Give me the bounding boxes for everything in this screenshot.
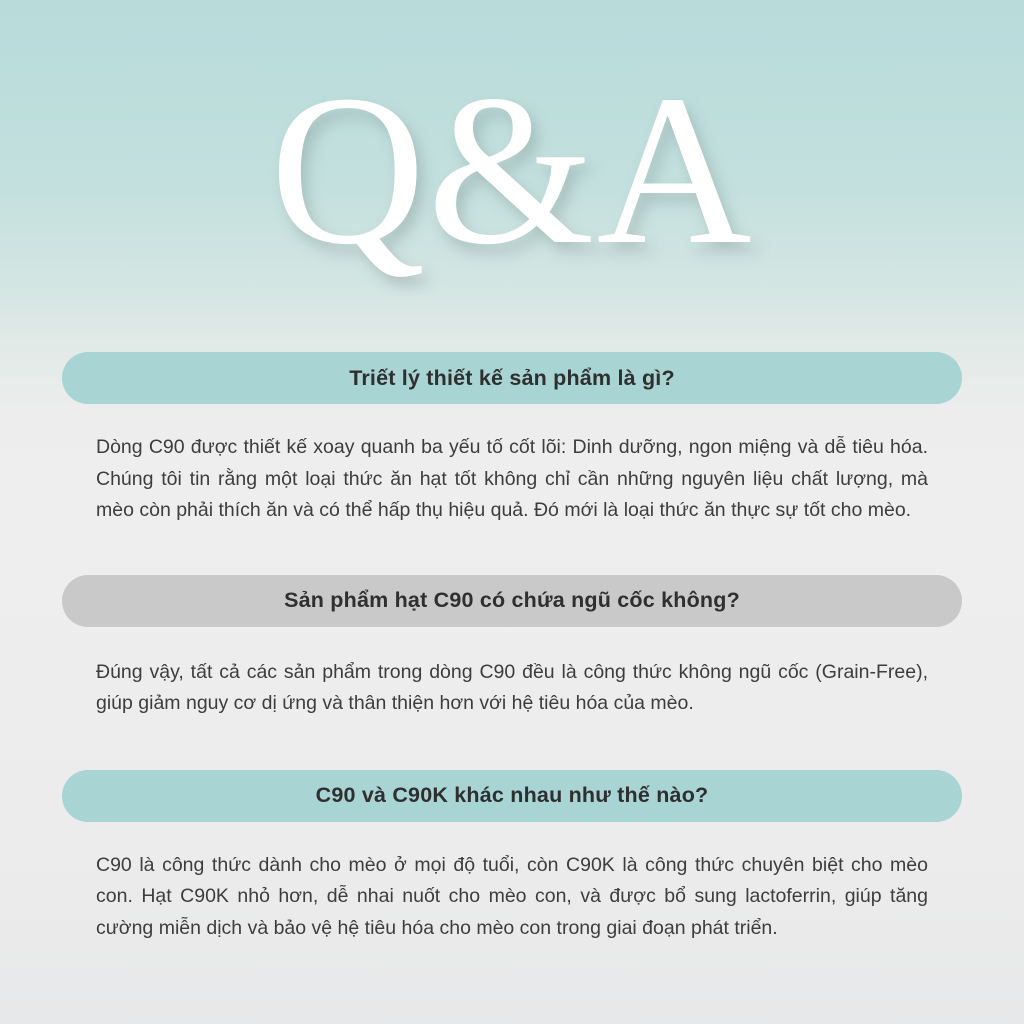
faq-question-bar[interactable] <box>62 575 962 627</box>
faq-answer-text: C90 là công thức dành cho mèo ở mọi độ tuổi, còn C90K là công thức chuyên biệt cho mèo con. Hạt C90K nhỏ hơn, dễ nhai nuốt cho mèo con, và được bổ sung lactoferrin, giúp tăng cường miễn dịch và bảo vệ hệ tiêu hóa cho mèo con trong giai đoạn phát triển. <box>96 853 928 940</box>
page-title <box>0 50 1024 289</box>
page-title-text: Q&A <box>270 50 754 289</box>
faq-question-bar[interactable] <box>62 352 962 404</box>
faq-question-bar[interactable] <box>62 770 962 822</box>
faq-answer-text: Đúng vậy, tất cả các sản phẩm trong dòng C90 đều là công thức không ngũ cốc (Grain-Free), giúp giảm nguy cơ dị ứng và thân thiện hơn với hệ tiêu hóa của mèo. <box>96 660 928 715</box>
faq-question-text: Sản phẩm hạt C90 có chứa ngũ cốc không? <box>284 588 740 613</box>
faq-question-text: C90 và C90K khác nhau như thế nào? <box>315 783 709 808</box>
faq-item <box>0 770 1024 945</box>
faq-list <box>0 352 1024 989</box>
faq-answer-text: Dòng C90 được thiết kế xoay quanh ba yếu tố cốt lõi: Dinh dưỡng, ngon miệng và dễ tiêu hóa. Chúng tôi tin rằng một loại thức ăn hạt tốt không chỉ cần những nguyên liệu chất lượng, mà mèo còn phải thích ăn và có thể hấp thụ hiệu quả. Đó mới là loại thức ăn thực sự tốt cho mèo. <box>96 436 928 522</box>
faq-question-text: Triết lý thiết kế sản phẩm là gì? <box>349 365 675 390</box>
faq-item <box>0 575 1024 720</box>
faq-item <box>0 352 1024 527</box>
